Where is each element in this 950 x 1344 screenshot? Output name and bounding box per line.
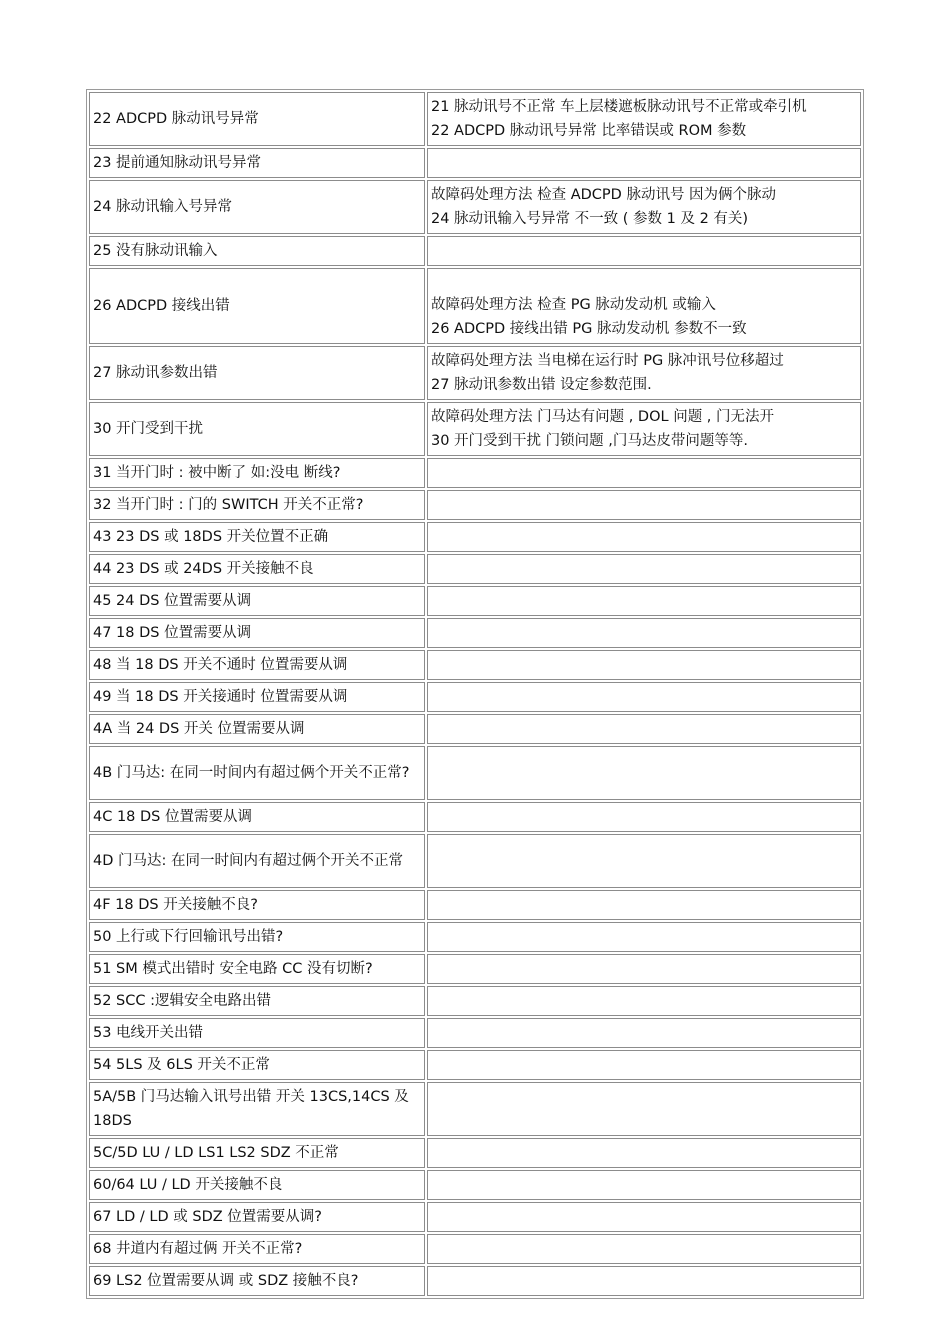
fault-desc-cell (427, 986, 861, 1016)
fault-desc-cell (427, 834, 861, 888)
fault-desc-cell (427, 148, 861, 178)
fault-code-cell: 5C/5D LU / LD LS1 LS2 SDZ 不正常 (89, 1138, 425, 1168)
fault-code-cell: 68 井道内有超过俩 开关不正常? (89, 1234, 425, 1264)
fault-code-cell: 47 18 DS 位置需要从调 (89, 618, 425, 648)
fault-code-cell: 50 上行或下行回输讯号出错? (89, 922, 425, 952)
fault-code-cell: 25 没有脉动讯输入 (89, 236, 425, 266)
fault-code-cell: 5A/5B 门马达输入讯号出错 开关 13CS,14CS 及 18DS (89, 1082, 425, 1136)
fault-code-cell: 51 SM 模式出错时 安全电路 CC 没有切断? (89, 954, 425, 984)
table-row (89, 92, 861, 146)
fault-code-cell: 4A 当 24 DS 开关 位置需要从调 (89, 714, 425, 744)
fault-desc-cell (427, 586, 861, 616)
fault-desc-cell: 故障码处理方法 当电梯在运行时 PG 脉冲讯号位移超过 27 脉动讯参数出错 设定参数范围. (427, 346, 861, 400)
table-row (89, 986, 861, 1016)
table-row (89, 402, 861, 456)
fault-code-cell: 32 当开门时 : 门的 SWITCH 开关不正常? (89, 490, 425, 520)
fault-desc-cell (427, 650, 861, 680)
table-row (89, 268, 861, 344)
fault-desc-cell (427, 1266, 861, 1296)
fault-code-cell: 26 ADCPD 接线出错 (89, 268, 425, 344)
fault-code-cell: 22 ADCPD 脉动讯号异常 (89, 92, 425, 146)
table-row (89, 1266, 861, 1296)
fault-desc-cell (427, 802, 861, 832)
fault-desc-cell (427, 746, 861, 800)
fault-desc-cell (427, 554, 861, 584)
fault-desc-cell (427, 522, 861, 552)
fault-code-cell: 67 LD / LD 或 SDZ 位置需要从调? (89, 1202, 425, 1232)
fault-code-cell: 52 SCC :逻辑安全电路出错 (89, 986, 425, 1016)
fault-desc-cell (427, 1082, 861, 1136)
fault-desc-cell (427, 236, 861, 266)
fault-code-cell: 69 LS2 位置需要从调 或 SDZ 接触不良? (89, 1266, 425, 1296)
fault-code-cell: 30 开门受到干扰 (89, 402, 425, 456)
fault-desc-cell (427, 1138, 861, 1168)
fault-desc-cell (427, 1018, 861, 1048)
fault-desc-cell: 故障码处理方法 门马达有问题 , DOL 问题 , 门无法开 30 开门受到干扰 门锁问题 ,门马达皮带问题等等. (427, 402, 861, 456)
table-row (89, 1202, 861, 1232)
table-row (89, 180, 861, 234)
fault-desc-cell: 故障码处理方法 检查 ADCPD 脉动讯号 因为俩个脉动 24 脉动讯输入号异常 不一致 ( 参数 1 及 2 有关) (427, 180, 861, 234)
fault-code-cell: 45 24 DS 位置需要从调 (89, 586, 425, 616)
fault-code-cell: 53 电线开关出错 (89, 1018, 425, 1048)
fault-code-cell: 24 脉动讯输入号异常 (89, 180, 425, 234)
table-row (89, 714, 861, 744)
fault-code-cell: 54 5LS 及 6LS 开关不正常 (89, 1050, 425, 1080)
fault-desc-cell (427, 490, 861, 520)
fault-code-cell: 60/64 LU / LD 开关接触不良 (89, 1170, 425, 1200)
fault-code-cell: 4C 18 DS 位置需要从调 (89, 802, 425, 832)
fault-desc-cell (427, 922, 861, 952)
fault-code-cell: 43 23 DS 或 18DS 开关位置不正确 (89, 522, 425, 552)
table-row (89, 458, 861, 488)
fault-desc-cell (427, 714, 861, 744)
table-row (89, 522, 861, 552)
fault-desc-cell (427, 1234, 861, 1264)
fault-code-table (86, 89, 864, 1299)
fault-code-cell: 4D 门马达: 在同一时间内有超过俩个开关不正常 (89, 834, 425, 888)
fault-code-cell: 48 当 18 DS 开关不通时 位置需要从调 (89, 650, 425, 680)
table-row (89, 802, 861, 832)
fault-desc-cell: 故障码处理方法 检查 PG 脉动发动机 或输入 26 ADCPD 接线出错 PG 脉动发动机 参数不一致 (427, 268, 861, 344)
fault-code-cell: 31 当开门时 : 被中断了 如:没电 断线? (89, 458, 425, 488)
fault-code-cell: 4F 18 DS 开关接触不良? (89, 890, 425, 920)
table-row (89, 650, 861, 680)
fault-code-cell: 23 提前通知脉动讯号异常 (89, 148, 425, 178)
table-row (89, 618, 861, 648)
table-row (89, 148, 861, 178)
table-row (89, 922, 861, 952)
table-row (89, 746, 861, 800)
table-row (89, 1170, 861, 1200)
fault-code-table-body (89, 92, 861, 1296)
fault-desc-cell (427, 682, 861, 712)
table-row (89, 490, 861, 520)
table-row (89, 346, 861, 400)
table-row (89, 1082, 861, 1136)
fault-desc-cell (427, 1202, 861, 1232)
fault-desc-cell (427, 1050, 861, 1080)
table-row (89, 554, 861, 584)
fault-desc-cell (427, 890, 861, 920)
table-row (89, 236, 861, 266)
fault-desc-cell (427, 458, 861, 488)
table-row (89, 682, 861, 712)
fault-desc-cell (427, 1170, 861, 1200)
table-row (89, 1050, 861, 1080)
table-row (89, 890, 861, 920)
table-row (89, 1018, 861, 1048)
table-row (89, 586, 861, 616)
fault-desc-cell (427, 954, 861, 984)
fault-code-cell: 44 23 DS 或 24DS 开关接触不良 (89, 554, 425, 584)
fault-code-cell: 27 脉动讯参数出错 (89, 346, 425, 400)
fault-code-cell: 49 当 18 DS 开关接通时 位置需要从调 (89, 682, 425, 712)
fault-desc-cell: 21 脉动讯号不正常 车上层楼遮板脉动讯号不正常或牵引机 22 ADCPD 脉动讯号异常 比率错误或 ROM 参数 (427, 92, 861, 146)
fault-desc-cell (427, 618, 861, 648)
table-row (89, 954, 861, 984)
table-row (89, 1234, 861, 1264)
table-row (89, 834, 861, 888)
fault-code-cell: 4B 门马达: 在同一时间内有超过俩个开关不正常? (89, 746, 425, 800)
table-row (89, 1138, 861, 1168)
